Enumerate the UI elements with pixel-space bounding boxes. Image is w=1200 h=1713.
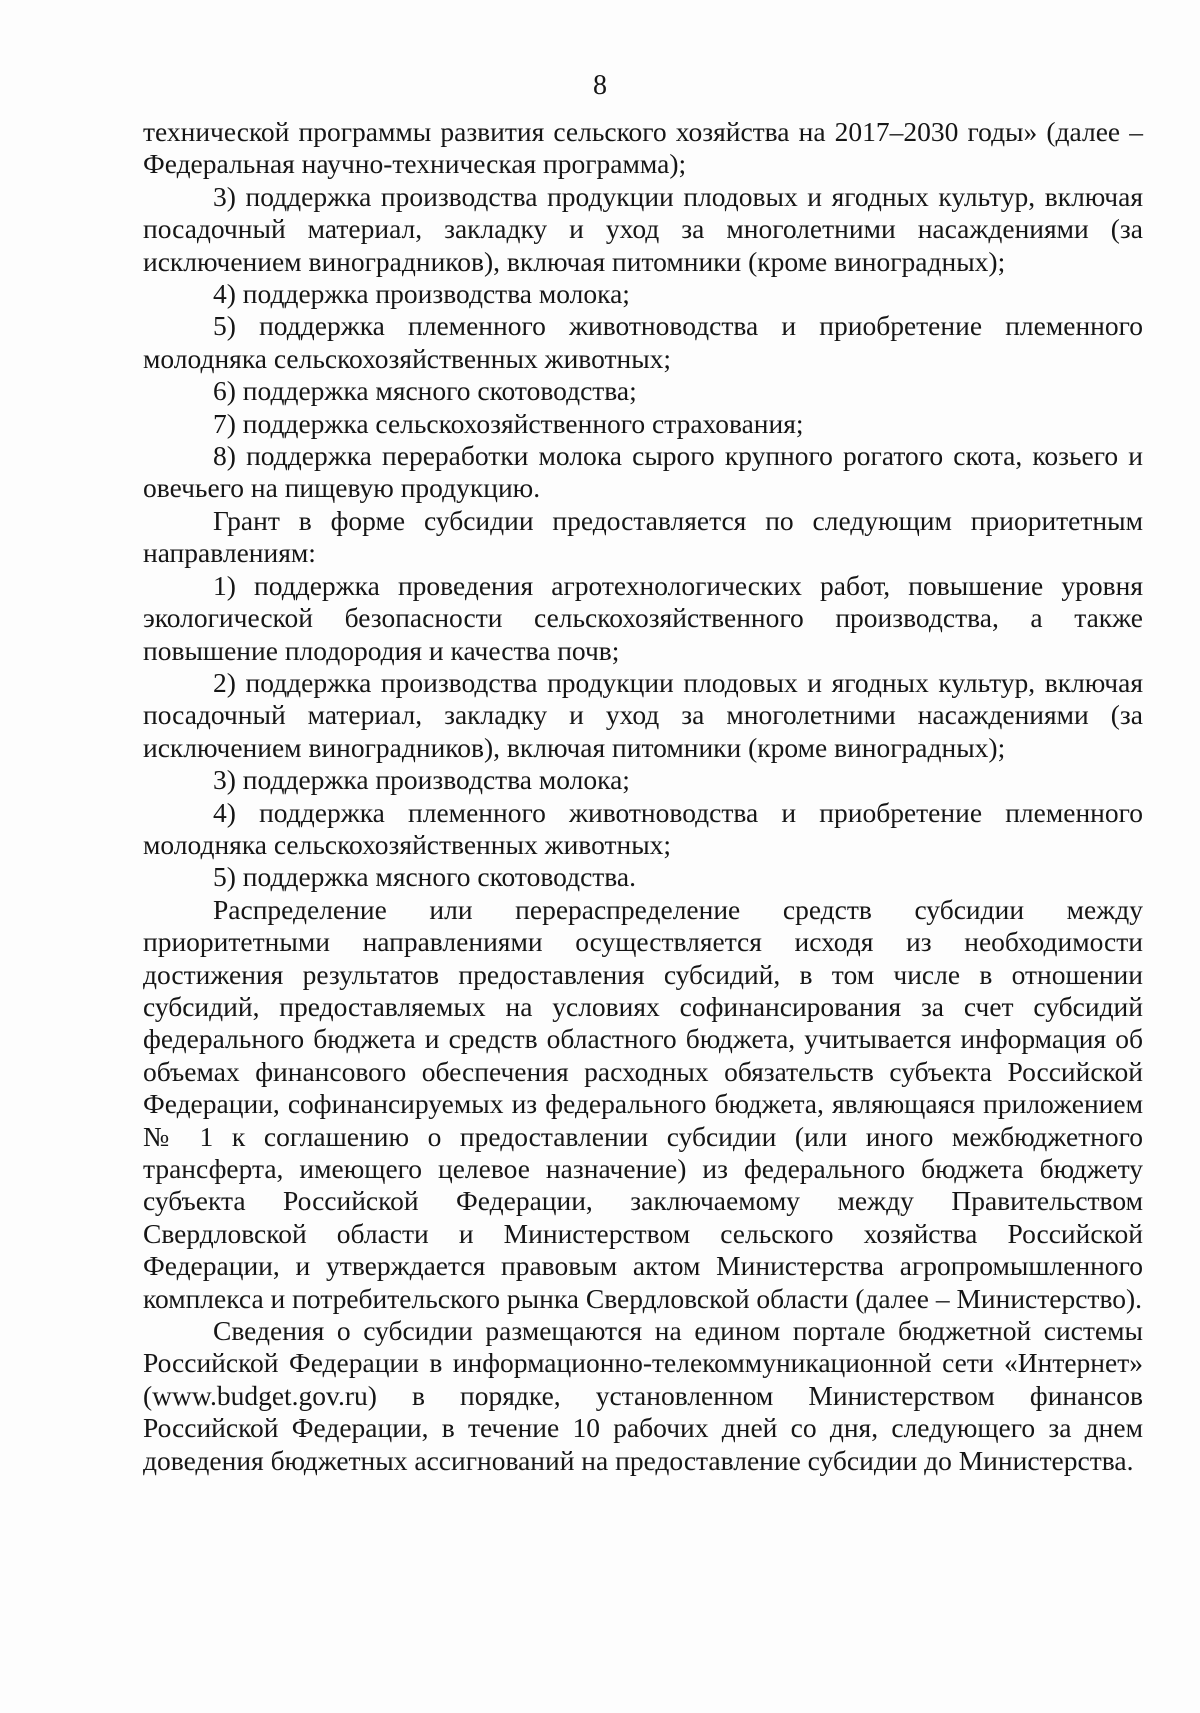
grant-item-fruit-berry: 2) поддержка производства продукции плодовых и ягодных культур, включая посадочный материал, закладку и уход за многолетними насаждениями (за исключением виноградников), включая питомники (кроме виноградных); xyxy=(143,666,1143,763)
list-item-support-beef-cattle: 6) поддержка мясного скотоводства; xyxy=(213,375,637,407)
page-number: 8 xyxy=(593,70,607,101)
paragraph-grant-directions: Грант в форме субсидии предоставляется по следующим приоритетным направлениям: xyxy=(143,504,1143,569)
list-item-support-milk: 4) поддержка производства молока; xyxy=(213,278,630,310)
paragraph-publication: Сведения о субсидии размещаются на едином портале бюджетной системы Российской Федерации в информационно-телекоммуникационной сети «Интернет» (www.budget.gov.ru) в порядке, установленном Министерством финансов Российской Федерации, в течение 10 рабочих дней со дня, следующего за днем доведения бюджетных ассигнований на предоставление субсидии до Министерства. xyxy=(143,1315,1143,1476)
grant-item-beef-cattle: 5) поддержка мясного скотоводства. xyxy=(213,861,637,893)
list-item-support-breeding: 5) поддержка племенного животноводства и приобретение племенного молодняка сельскохозяйственных животных; xyxy=(143,310,1143,374)
grant-item-breeding: 4) поддержка племенного животноводства и приобретение племенного молодняка сельскохозяйственных животных; xyxy=(143,796,1143,860)
list-item-support-milk-processing: 8) поддержка переработки молока сырого крупного рогатого скота, козьего и овечьего на пищевую продукцию. xyxy=(143,440,1143,504)
list-item-support-fruit-berry: 3) поддержка производства продукции плодовых и ягодных культур, включая посадочный материал, закладку и уход за многолетними насаждениями (за исключением виноградников), включая питомники (кроме виноградных); xyxy=(143,180,1143,277)
paragraph-continuation: технической программы развития сельского хозяйства на 2017–2030 годы» (далее – Федеральная научно-техническая программа); xyxy=(143,116,1143,180)
grant-item-milk: 3) поддержка производства молока; xyxy=(213,764,630,796)
list-item-support-insurance: 7) поддержка сельскохозяйственного страхования; xyxy=(213,407,804,439)
grant-item-agrotechnology: 1) поддержка проведения агротехнологических работ, повышение уровня экологической безопасности сельскохозяйственного производства, а также повышение плодородия и качества почв; xyxy=(143,569,1143,666)
document-body xyxy=(143,116,1143,1477)
paragraph-distribution: Распределение или перераспределение средств субсидии между приоритетными направлениями осуществляется исходя из необходимости достижения результатов предоставления субсидий, в том числе в отношении субсидий, предоставляемых на условиях софинансирования за счет субсидий федерального бюджета и средств областного бюджета, учитывается информация об объемах финансового обеспечения расходных обязательств субъекта Российской Федерации, софинансируемых из федерального бюджета, являющаяся приложением № 1 к соглашению о предоставлении субсидии (или иного межбюджетного трансферта, имеющего целевое назначение) из федерального бюджета бюджету субъекта Российской Федерации, заключаемому между Правительством Свердловской области и Министерством сельского хозяйства Российской Федерации, и утверждается правовым актом Министерства агропромышленного комплекса и потребительского рынка Свердловской области (далее – Министерство). xyxy=(143,893,1143,1314)
